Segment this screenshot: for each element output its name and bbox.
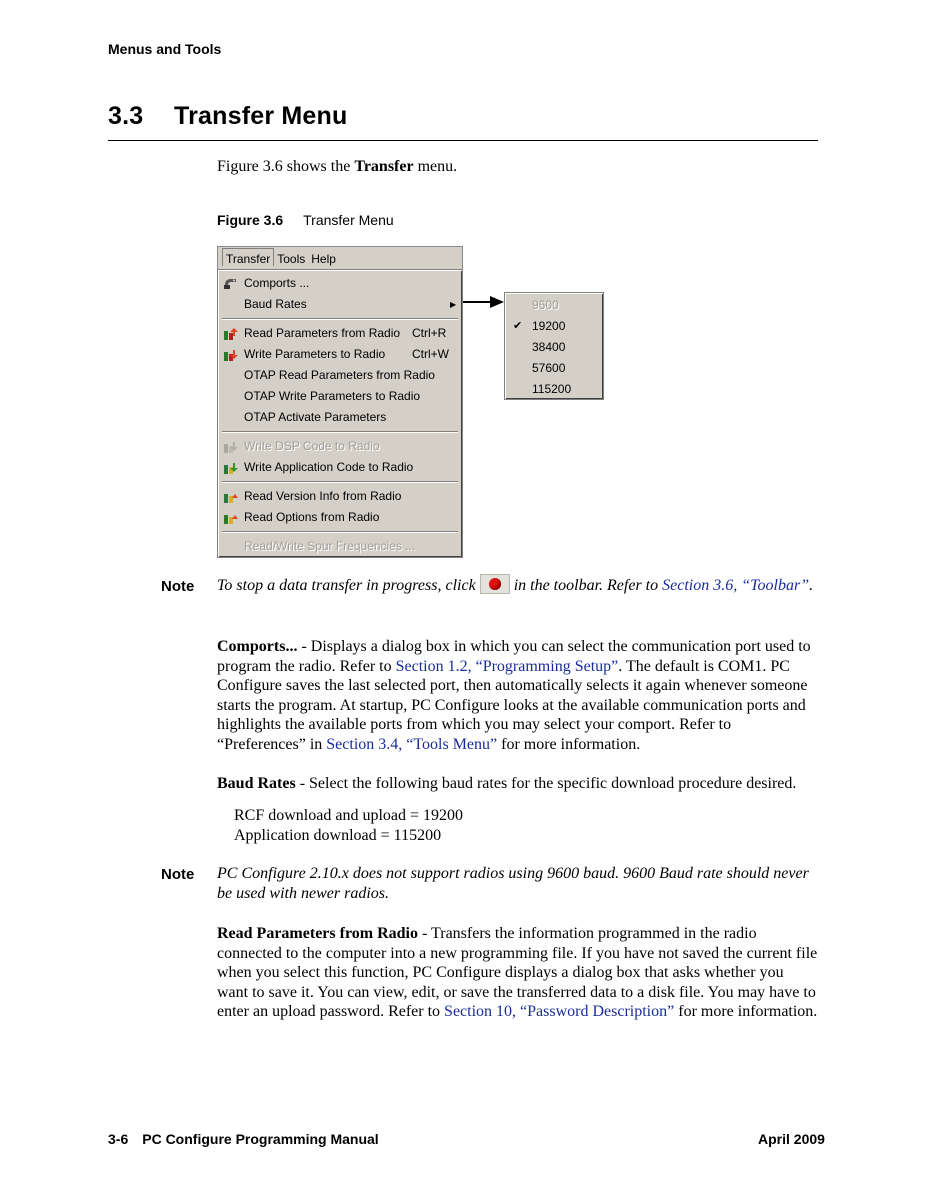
baud-item-57600[interactable] — [505, 358, 603, 379]
callout-arrow-icon — [490, 296, 504, 308]
write-radio-icon — [223, 347, 239, 362]
menu-separator — [222, 531, 458, 533]
note-text — [217, 576, 817, 596]
menu-item-label: Read Options from Radio — [244, 510, 380, 524]
comports-text-2: . The default is COM1. PC Configure saves the last selected port, then automatically selects it again whenever someone starts the program. At startup, PC Configure looks at the available communication ports and highlights the available ports from which you may select your comport. Refer to “Preferences” in — [217, 657, 808, 753]
menu-item-read-write-spur[interactable] — [218, 536, 462, 557]
submenu-arrow-icon: ▶ — [450, 300, 457, 309]
note-text: PC Configure 2.10.x does not support radios using 9600 baud. 9600 Baud rate should never be used with newer radios. — [217, 865, 809, 902]
menu-item-shortcut: Ctrl+W — [412, 347, 449, 361]
intro-pre: Figure 3.6 shows the — [217, 158, 355, 175]
menu-item-read-version-info[interactable] — [218, 486, 462, 507]
read-parameters-term: Read Parameters from Radio — [217, 925, 418, 942]
read-radio-icon — [223, 326, 239, 341]
menu-transfer[interactable]: Transfer — [222, 248, 274, 266]
menu-item-label: Read Version Info from Radio — [244, 489, 402, 503]
menu-item-shortcut: Ctrl+R — [412, 326, 447, 340]
menu-item-read-parameters[interactable] — [218, 323, 462, 344]
tools-menu-link[interactable]: Section 3.4, “Tools Menu” — [326, 735, 498, 753]
menu-item-label: Write DSP Code to Radio — [244, 439, 380, 453]
menu-item-label: Read Parameters from Radio — [244, 326, 401, 340]
section-number: 3.3 — [108, 102, 144, 130]
section-title — [108, 102, 347, 131]
menu-separator — [222, 481, 458, 483]
baud-item-label: 19200 — [532, 319, 566, 333]
intro-post: menu. — [413, 158, 458, 175]
menu-item-otap-activate[interactable] — [218, 407, 462, 428]
manual-title: PC Configure Programming Manual — [142, 1131, 379, 1147]
menu-tools[interactable]: Tools — [277, 252, 306, 266]
baud-item-label: 57600 — [532, 361, 566, 375]
menu-item-otap-read[interactable] — [218, 365, 462, 386]
menu-separator — [222, 431, 458, 433]
read-options-icon — [223, 510, 239, 525]
read-parameters-text-1: - Transfers the information programmed in the radio connected to the computer into a new programming file. If you have not saved the current file when you select this function, PC Configure displays a dialog box that asks whether you want to save it. You can view, edit, or save the transferred data to a disk file. You may have to enter an upload password. Refer to — [217, 925, 818, 1020]
callout-arrow-line — [463, 301, 493, 303]
baud-rates-submenu — [504, 292, 604, 400]
menu-item-write-parameters[interactable] — [218, 344, 462, 365]
note-label: Note — [161, 578, 195, 595]
baud-rates-paragraph — [217, 774, 818, 794]
comports-text-1: - Displays a dialog box in which you can select the communication port used to program the radio. Refer to — [217, 638, 811, 675]
baud-item-38400[interactable] — [505, 337, 603, 358]
menu-item-label: Read/Write Spur Frequencies ... — [244, 539, 416, 553]
title-rule — [108, 140, 818, 141]
section-title-text: Transfer Menu — [174, 102, 348, 130]
password-description-link[interactable]: Section 10, “Password Description” — [444, 1003, 675, 1020]
figure-caption-text: Transfer Menu — [303, 212, 394, 228]
menu-item-label: Write Parameters to Radio — [244, 347, 386, 361]
menu-item-label: Baud Rates — [244, 297, 307, 311]
menu-separator — [222, 318, 458, 320]
rate-rcf: RCF download and upload = 19200 — [234, 807, 464, 824]
footer-date: April 2009 — [758, 1131, 825, 1147]
menu-item-label: OTAP Activate Parameters — [244, 410, 387, 424]
read-parameters-text-2: for more information. — [674, 1003, 818, 1020]
menu-item-write-dsp-code[interactable] — [218, 436, 462, 457]
programming-setup-link[interactable]: Section 1.2, “Programming Setup” — [395, 657, 619, 675]
footer-left — [108, 1131, 379, 1147]
rate-application: Application download = 115200 — [234, 827, 442, 844]
stop-button-icon — [480, 574, 510, 594]
note-label: Note — [161, 866, 195, 883]
baud-rates-text: - Select the following baud rates for the specific download procedure desired. — [295, 775, 797, 792]
menu-item-baud-rates[interactable] — [218, 294, 462, 315]
write-dsp-icon — [223, 439, 239, 454]
intro-paragraph — [217, 158, 457, 176]
menu-item-read-options[interactable] — [218, 507, 462, 528]
read-parameters-paragraph — [217, 924, 818, 1022]
menu-bar — [217, 246, 463, 269]
comports-term: Comports... — [217, 638, 298, 655]
note-text-post: in the toolbar. Refer to — [513, 577, 659, 594]
baud-item-label: 9600 — [532, 298, 559, 312]
baud-item-115200[interactable] — [505, 379, 603, 400]
baud-item-label: 38400 — [532, 340, 566, 354]
menu-item-write-application-code[interactable] — [218, 457, 462, 478]
read-version-icon — [223, 489, 239, 504]
baud-item-19200[interactable] — [505, 316, 603, 337]
menu-item-otap-write[interactable] — [218, 386, 462, 407]
comports-icon — [223, 276, 239, 291]
figure-caption — [217, 212, 394, 228]
comports-text-3: for more information. — [497, 735, 641, 753]
menu-item-comports[interactable] — [218, 273, 462, 294]
baud-item-label: 115200 — [532, 382, 572, 396]
figure-number: Figure 3.6 — [217, 212, 284, 228]
comports-paragraph — [217, 637, 818, 754]
menu-help[interactable]: Help — [311, 252, 336, 266]
menu-item-label: OTAP Read Parameters from Radio — [244, 368, 435, 382]
note-text-end: . — [809, 577, 814, 594]
menu-item-label: Comports ... — [244, 276, 310, 290]
note-text-pre: To stop a data transfer in progress, click — [217, 577, 476, 594]
baud-rates-term: Baud Rates — [217, 775, 296, 792]
checkmark-icon: ✔ — [513, 320, 523, 332]
toolbar-section-link[interactable]: Section 3.6, “Toolbar” — [662, 577, 810, 594]
baud-item-9600[interactable] — [505, 295, 603, 316]
running-header: Menus and Tools — [108, 41, 222, 57]
transfer-menu — [217, 269, 463, 558]
intro-bold: Transfer — [354, 158, 414, 175]
page-number: 3-6 — [108, 1131, 129, 1147]
menu-item-label: OTAP Write Parameters to Radio — [244, 389, 421, 403]
write-application-icon — [223, 460, 239, 475]
menu-item-label: Write Application Code to Radio — [244, 460, 414, 474]
